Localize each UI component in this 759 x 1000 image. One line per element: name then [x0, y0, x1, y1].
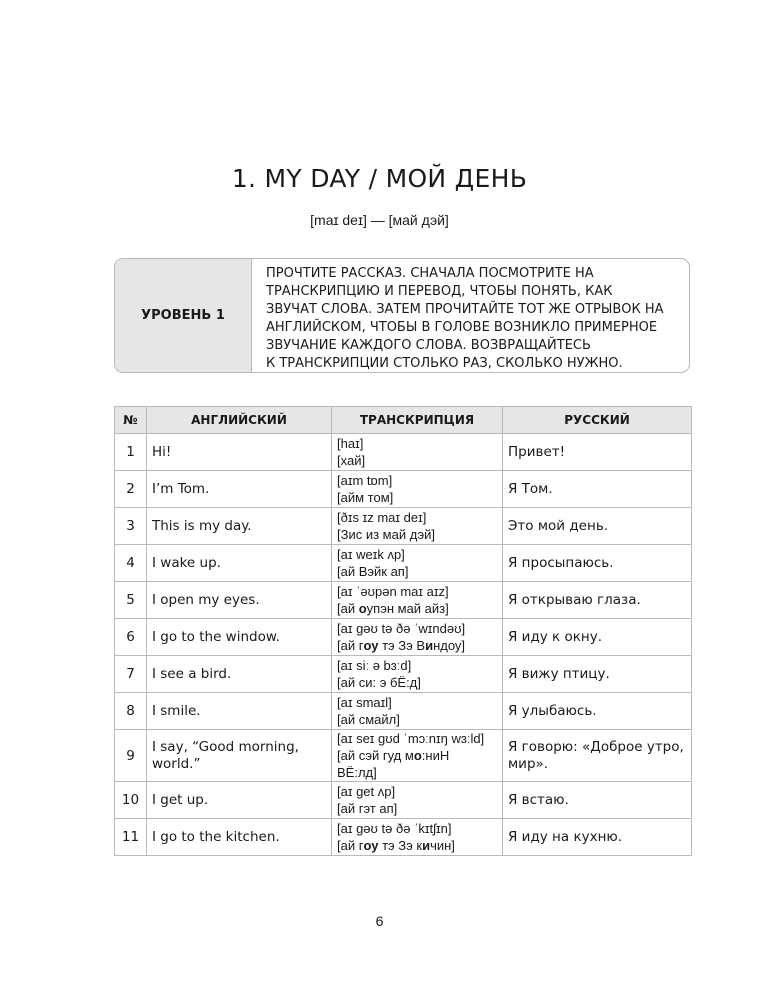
instruction-line: ЗВУЧАНИЕ КАЖДОГО СЛОВА. ВОЗВРАЩАЙТЕСЬ: [266, 338, 591, 353]
transcription-cell: [332, 508, 503, 545]
ipa-text: [ðɪs ɪz maɪ deɪ]: [337, 510, 427, 525]
russian-text: Я говорю: «Доброе утро, мир».: [503, 730, 692, 782]
russian-transcription: [337, 600, 497, 617]
table-row: [115, 693, 692, 730]
russian-text: Я встаю.: [503, 782, 692, 819]
level-label: УРОВЕНЬ 1: [115, 259, 252, 372]
row-number: 3: [115, 508, 147, 545]
transcription-cell: [332, 582, 503, 619]
table-row: [115, 782, 692, 819]
transcription-part: тэ Зэ к: [378, 838, 423, 853]
transcription-cell: [332, 730, 503, 782]
instruction-line: ТРАНСКРИПЦИЮ И ПЕРЕВОД, ЧТОБЫ ПОНЯТЬ, КАК: [266, 284, 613, 299]
transcription-part: [ай сэй гуд м: [337, 748, 414, 763]
transcription-part: упэн май айз]: [366, 601, 449, 616]
ipa-text: [aɪ weɪk ʌp]: [337, 547, 405, 562]
transcription-cell: [332, 545, 503, 582]
russian-transcription: [айм том]: [337, 490, 394, 505]
table-row: [115, 582, 692, 619]
instruction-line: К ТРАНСКРИПЦИИ СТОЛЬКО РАЗ, СКОЛЬКО НУЖНО.: [266, 356, 623, 371]
transcription-part: [ай г: [337, 638, 364, 653]
russian-text: Я иду к окну.: [503, 619, 692, 656]
row-number: 10: [115, 782, 147, 819]
russian-transcription-continued: ВЁ:лд]: [337, 765, 377, 780]
transcription-part: чин]: [430, 838, 455, 853]
english-text: Hi!: [147, 434, 332, 471]
table-row: [115, 730, 692, 782]
page-title: 1. MY DAY / МОЙ ДЕНЬ: [231, 164, 528, 193]
russian-transcription: [ай гэт ап]: [337, 801, 398, 816]
table-row: [115, 656, 692, 693]
row-number: 8: [115, 693, 147, 730]
level-instructions: [252, 259, 689, 372]
russian-transcription: [337, 747, 497, 764]
page-number: 6: [375, 913, 384, 929]
instruction-line: ЗВУЧАТ СЛОВА. ЗАТЕМ ПРОЧИТАЙТЕ ТОТ ЖЕ ОТРЫВОК НА: [266, 302, 664, 317]
russian-text: Я просыпаюсь.: [503, 545, 692, 582]
table-row: [115, 508, 692, 545]
table-row: [115, 819, 692, 856]
row-number: 5: [115, 582, 147, 619]
russian-transcription: [Зис из май дэй]: [337, 527, 435, 542]
russian-text: Я вижу птицу.: [503, 656, 692, 693]
ipa-text: [aɪ ˈəʊpən maɪ aɪz]: [337, 584, 449, 599]
header-english: АНГЛИЙСКИЙ: [147, 407, 332, 434]
english-text: I’m Tom.: [147, 471, 332, 508]
russian-transcription: [ай си: э бЁ:д]: [337, 675, 421, 690]
english-text: I go to the window.: [147, 619, 332, 656]
row-number: 4: [115, 545, 147, 582]
vocabulary-table: [114, 406, 692, 856]
stressed-vowel: о: [413, 748, 422, 763]
row-number: 6: [115, 619, 147, 656]
english-text: I smile.: [147, 693, 332, 730]
english-text: I get up.: [147, 782, 332, 819]
transcription-cell: [332, 819, 503, 856]
russian-text: Я открываю глаза.: [503, 582, 692, 619]
english-text: I see a bird.: [147, 656, 332, 693]
english-text: I open my eyes.: [147, 582, 332, 619]
transcription-cell: [332, 471, 503, 508]
english-text: I say, “Good morning, world.”: [147, 730, 332, 782]
stressed-vowel: оу: [363, 638, 379, 653]
row-number: 1: [115, 434, 147, 471]
header-number: №: [115, 407, 147, 434]
ipa-text: [aɪ smaɪl]: [337, 695, 392, 710]
transcription-part: :ниН: [421, 748, 450, 763]
russian-transcription: [337, 637, 497, 654]
russian-transcription: [ай Вэйк ап]: [337, 564, 409, 579]
russian-transcription: [ай смайл]: [337, 712, 400, 727]
transcription-cell: [332, 619, 503, 656]
table-row: [115, 545, 692, 582]
table-row: [115, 471, 692, 508]
transcription-cell: [332, 693, 503, 730]
instruction-line: ПРОЧТИТЕ РАССКАЗ. СНАЧАЛА ПОСМОТРИТЕ НА: [266, 266, 594, 281]
row-number: 11: [115, 819, 147, 856]
ipa-text: [aɪ gəʊ tə ðə ˈkɪtʃɪn]: [337, 821, 452, 836]
russian-text: Привет!: [503, 434, 692, 471]
header-russian: РУССКИЙ: [503, 407, 692, 434]
transcription-cell: [332, 656, 503, 693]
ipa-text: [aɪ gəʊ tə ðə ˈwɪndəʊ]: [337, 621, 466, 636]
russian-text: Я иду на кухню.: [503, 819, 692, 856]
stressed-vowel: и: [425, 638, 434, 653]
russian-text: Я Том.: [503, 471, 692, 508]
russian-transcription: [хай]: [337, 453, 366, 468]
table-row: [115, 434, 692, 471]
russian-text: Это мой день.: [503, 508, 692, 545]
stressed-vowel: о: [358, 601, 367, 616]
ipa-text: [aɪ seɪ gʊd ˈmɔːnɪŋ wɜːld]: [337, 731, 485, 746]
transcription-cell: [332, 434, 503, 471]
ipa-text: [aɪ siː ə bɜːd]: [337, 658, 412, 673]
stressed-vowel: и: [422, 838, 431, 853]
russian-transcription: [337, 837, 497, 854]
table-header-row: [115, 407, 692, 434]
stressed-vowel: оу: [363, 838, 379, 853]
english-text: I wake up.: [147, 545, 332, 582]
row-number: 9: [115, 730, 147, 782]
ipa-text: [haɪ]: [337, 436, 364, 451]
transcription-part: тэ Зэ В: [378, 638, 426, 653]
table-row: [115, 619, 692, 656]
level-box: [114, 258, 690, 373]
english-text: This is my day.: [147, 508, 332, 545]
row-number: 7: [115, 656, 147, 693]
instruction-line: АНГЛИЙСКОМ, ЧТОБЫ В ГОЛОВЕ ВОЗНИКЛО ПРИМЕРНОЕ: [266, 320, 658, 335]
transcription-part: [ай: [337, 601, 359, 616]
transcription-cell: [332, 782, 503, 819]
row-number: 2: [115, 471, 147, 508]
header-transcription: ТРАНСКРИПЦИЯ: [332, 407, 503, 434]
ipa-text: [aɪm tɒm]: [337, 473, 393, 488]
transcription-part: [ай г: [337, 838, 364, 853]
transcription-part: ндоу]: [433, 638, 466, 653]
english-text: I go to the kitchen.: [147, 819, 332, 856]
ipa-text: [aɪ get ʌp]: [337, 784, 396, 799]
title-transcription: [maɪ deɪ] — [май дэй]: [310, 212, 449, 228]
russian-text: Я улыбаюсь.: [503, 693, 692, 730]
